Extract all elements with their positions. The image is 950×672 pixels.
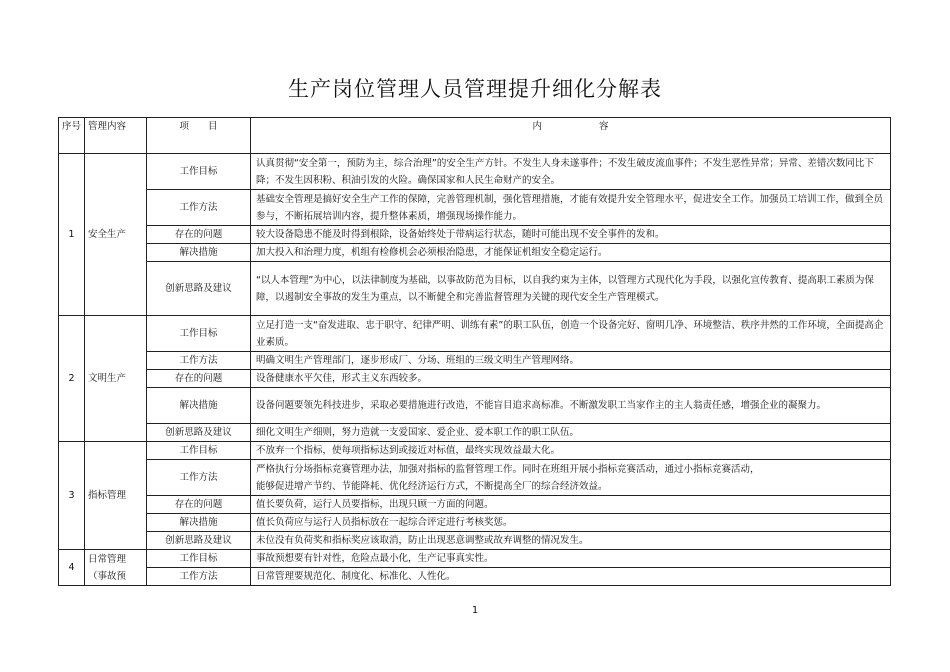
section-seq: 2 <box>59 316 85 442</box>
row-content: 加大投入和治理力度，机组有检修机会必须根治隐患，才能保证机组安全稳定运行。 <box>251 244 891 262</box>
row-content: 认真贯彻“安全第一，预防为主，综合治理”的安全生产方针。不发生人身未遂事件；不发生破皮流血事件；不发生恶性异常；异常、差错次数同比下降；不发生因积粉、积油引发的火险。确保国家和人民生命财产的安全。 <box>251 154 891 190</box>
table-row <box>59 226 891 244</box>
row-item: 存在的问题 <box>147 496 251 514</box>
row-item: 解决措施 <box>147 388 251 424</box>
row-content: 较大设备隐患不能及时得到根除，设备始终处于带病运行状态，随时可能出现不安全事件的发和。 <box>251 226 891 244</box>
row-item: 工作方法 <box>147 352 251 370</box>
table-row <box>59 262 891 316</box>
breakdown-table <box>58 117 891 586</box>
table-row <box>59 190 891 226</box>
table-row <box>59 568 891 586</box>
table-row <box>59 514 891 532</box>
content-line: 能够促进增产节约、节能降耗、优化经济运行方式，不断提高全厂的综合经济效益。 <box>256 480 608 492</box>
row-content: 值长要负荷，运行人员要指标，出现只顾一方面的问题。 <box>251 496 891 514</box>
header-seq: 序号 <box>59 118 85 154</box>
table-row <box>59 352 891 370</box>
content-line: 严格执行分场指标竞赛管理办法，加强对指标的监督管理工作。同时在班组开展小指标竞赛活动，通过小指标竞赛活动， <box>256 463 760 475</box>
section-seq: 4 <box>59 550 85 586</box>
row-content: 设备问题要领先科技进步，采取必要措施进行改造，不能盲目追求高标准。不断激发职工当家作主的主人翁责任感，增强企业的凝聚力。 <box>251 388 891 424</box>
section-category: 指标管理 <box>85 442 147 550</box>
row-content: 基础安全管理是搞好安全生产工作的保障，完善管理机制，强化管理措施，才能有效提升安全管理水平，促进安全工作。加强员工培训工作，做到全员参与，不断拓展培训内容，提升整体素质，增强现场操作能力。 <box>251 190 891 226</box>
header-content: 内 容 <box>251 118 891 154</box>
table-row <box>59 244 891 262</box>
page-title: 生产岗位管理人员管理提升细化分解表 <box>288 77 662 101</box>
table-row <box>59 496 891 514</box>
section-category: 安全生产 <box>85 154 147 316</box>
row-item: 工作目标 <box>147 442 251 460</box>
row-item: 存在的问题 <box>147 370 251 388</box>
section-category <box>85 550 147 586</box>
row-content: 事故预想要有针对性，危险点最小化，生产记事真实性。 <box>251 550 891 568</box>
row-content: 立足打造一支“奋发进取、忠于职守、纪律严明、训练有素”的职工队伍，创造一个设备完好、窗明几净、环境整洁、秩序井然的工作环境，全面提高企业素质。 <box>251 316 891 352</box>
row-item: 创新思路及建议 <box>147 262 251 316</box>
table-row <box>59 316 891 352</box>
row-item: 工作方法 <box>147 190 251 226</box>
row-item: 存在的问题 <box>147 226 251 244</box>
row-content: 日常管理要规范化、制度化、标准化、人性化。 <box>251 568 891 586</box>
header-category: 管理内容 <box>85 118 147 154</box>
page-number: 1 <box>471 605 479 616</box>
table-row <box>59 442 891 460</box>
row-content: 不放弃一个指标，使每项指标达到或接近对标值，最终实现效益最大化。 <box>251 442 891 460</box>
table-row <box>59 460 891 496</box>
row-content <box>251 460 891 496</box>
row-content: 设备健康水平欠佳，形式主义东西较多。 <box>251 370 891 388</box>
header-item: 项 目 <box>147 118 251 154</box>
row-content: 未位没有负荷奖和指标奖应该取消，防止出现恶意调整或故弃调整的情况发生。 <box>251 532 891 550</box>
table-row <box>59 550 891 568</box>
row-item: 创新思路及建议 <box>147 532 251 550</box>
table-row <box>59 154 891 190</box>
table-row <box>59 424 891 442</box>
row-content: 值长负荷应与运行人员指标放在一起综合评定进行考核奖惩。 <box>251 514 891 532</box>
row-item: 解决措施 <box>147 244 251 262</box>
table-row <box>59 532 891 550</box>
row-item: 工作方法 <box>147 568 251 586</box>
row-content: “以人本管理”为中心，以法律制度为基础，以事故防范为目标，以自我约束为主体，以管理方式现代化为手段，以强化宣传教育、提高职工素质为保障，以遏制安全事故的发生为重点，以不断健全和完善监督管理为关键的现代安全生产管理模式。 <box>251 262 891 316</box>
table-header-row <box>59 118 891 154</box>
row-item: 工作目标 <box>147 154 251 190</box>
row-content: 明确文明生产管理部门，逐步形成厂、分场、班组的三级文明生产管理网络。 <box>251 352 891 370</box>
row-content: 细化文明生产细则，努力造就一支爱国家、爱企业、爱本职工作的职工队伍。 <box>251 424 891 442</box>
section-seq: 3 <box>59 442 85 550</box>
row-item: 工作目标 <box>147 316 251 352</box>
category-line: 日常管理 <box>88 553 127 565</box>
category-line: （事故预 <box>88 570 127 582</box>
row-item: 创新思路及建议 <box>147 424 251 442</box>
row-item: 解决措施 <box>147 514 251 532</box>
section-category: 文明生产 <box>85 316 147 442</box>
row-item: 工作方法 <box>147 460 251 496</box>
table-row <box>59 388 891 424</box>
row-item: 工作目标 <box>147 550 251 568</box>
table-row <box>59 370 891 388</box>
section-seq: 1 <box>59 154 85 316</box>
